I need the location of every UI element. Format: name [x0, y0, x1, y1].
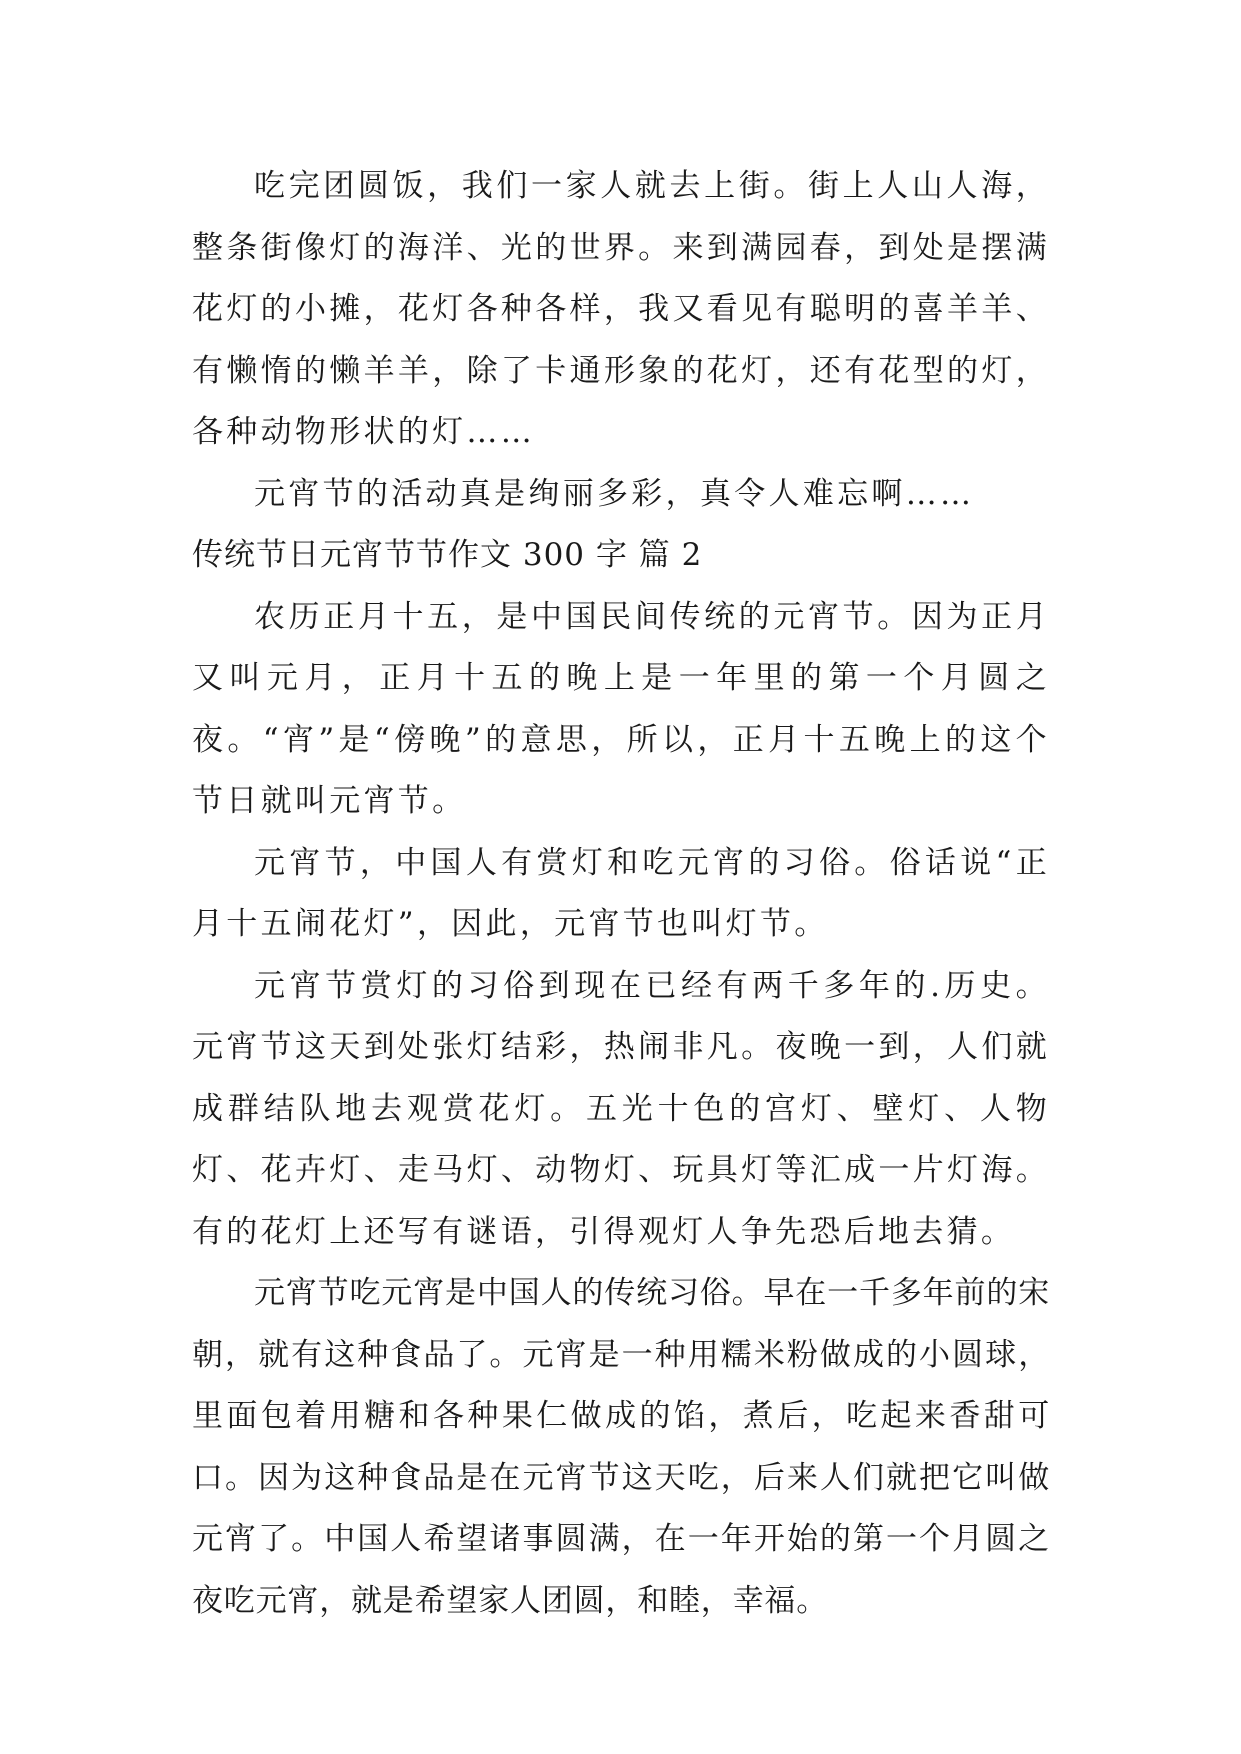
paragraph-lanterns-street: 吃完团圆饭，我们一家人就去上街。街上人山人海，整条街像灯的海洋、光的世界。来到满园春，到处是摆满花灯的小摊，花灯各种各样，我又看见有聪明的喜羊羊、有懒惰的懒羊羊，除了卡通形象的花灯，还有花型的灯，各种动物形状的灯…… — [192, 168, 1050, 450]
paragraph-festival-origin: 农历正月十五，是中国民间传统的元宵节。因为正月又叫元月，正月十五的晚上是一年里的第一个月圆之夜。“宵”是“傍晚”的意思，所以，正月十五晚上的这个节日就叫元宵节。 — [192, 598, 1050, 819]
paragraph-eating-yuanxiao: 元宵节吃元宵是中国人的传统习俗。早在一千多年前的宋朝，就有这种食品了。元宵是一种用糯米粉做成的小圆球，里面包着用糖和各种果仁做成的馅，煮后，吃起来香甜可口。因为这种食品是在元宵节这天吃，后来人们就把它叫做元宵了。中国人希望诸事圆满，在一年开始的第一个月圆之夜吃元宵，就是希望家人团圆，和睦，幸福。 — [192, 1275, 1050, 1619]
paragraph-activities-closing: 元宵节的活动真是绚丽多彩，真令人难忘啊…… — [254, 475, 975, 512]
paragraph-customs: 元宵节，中国人有赏灯和吃元宵的习俗。俗话说“正月十五闹花灯”，因此，元宵节也叫灯节。 — [192, 844, 1050, 942]
essay-heading: 传统节日元宵节节作文 300 字 篇 2 — [192, 537, 703, 573]
document-body — [192, 156, 1050, 1632]
paragraph-lantern-viewing: 元宵节赏灯的习俗到现在已经有两千多年的.历史。元宵节这天到处张灯结彩，热闹非凡。夜晚一到，人们就成群结队地去观赏花灯。五光十色的宫灯、壁灯、人物灯、花卉灯、走马灯、动物灯、玩具灯等汇成一片灯海。有的花灯上还写有谜语，引得观灯人争先恐后地去猜。 — [192, 967, 1050, 1250]
